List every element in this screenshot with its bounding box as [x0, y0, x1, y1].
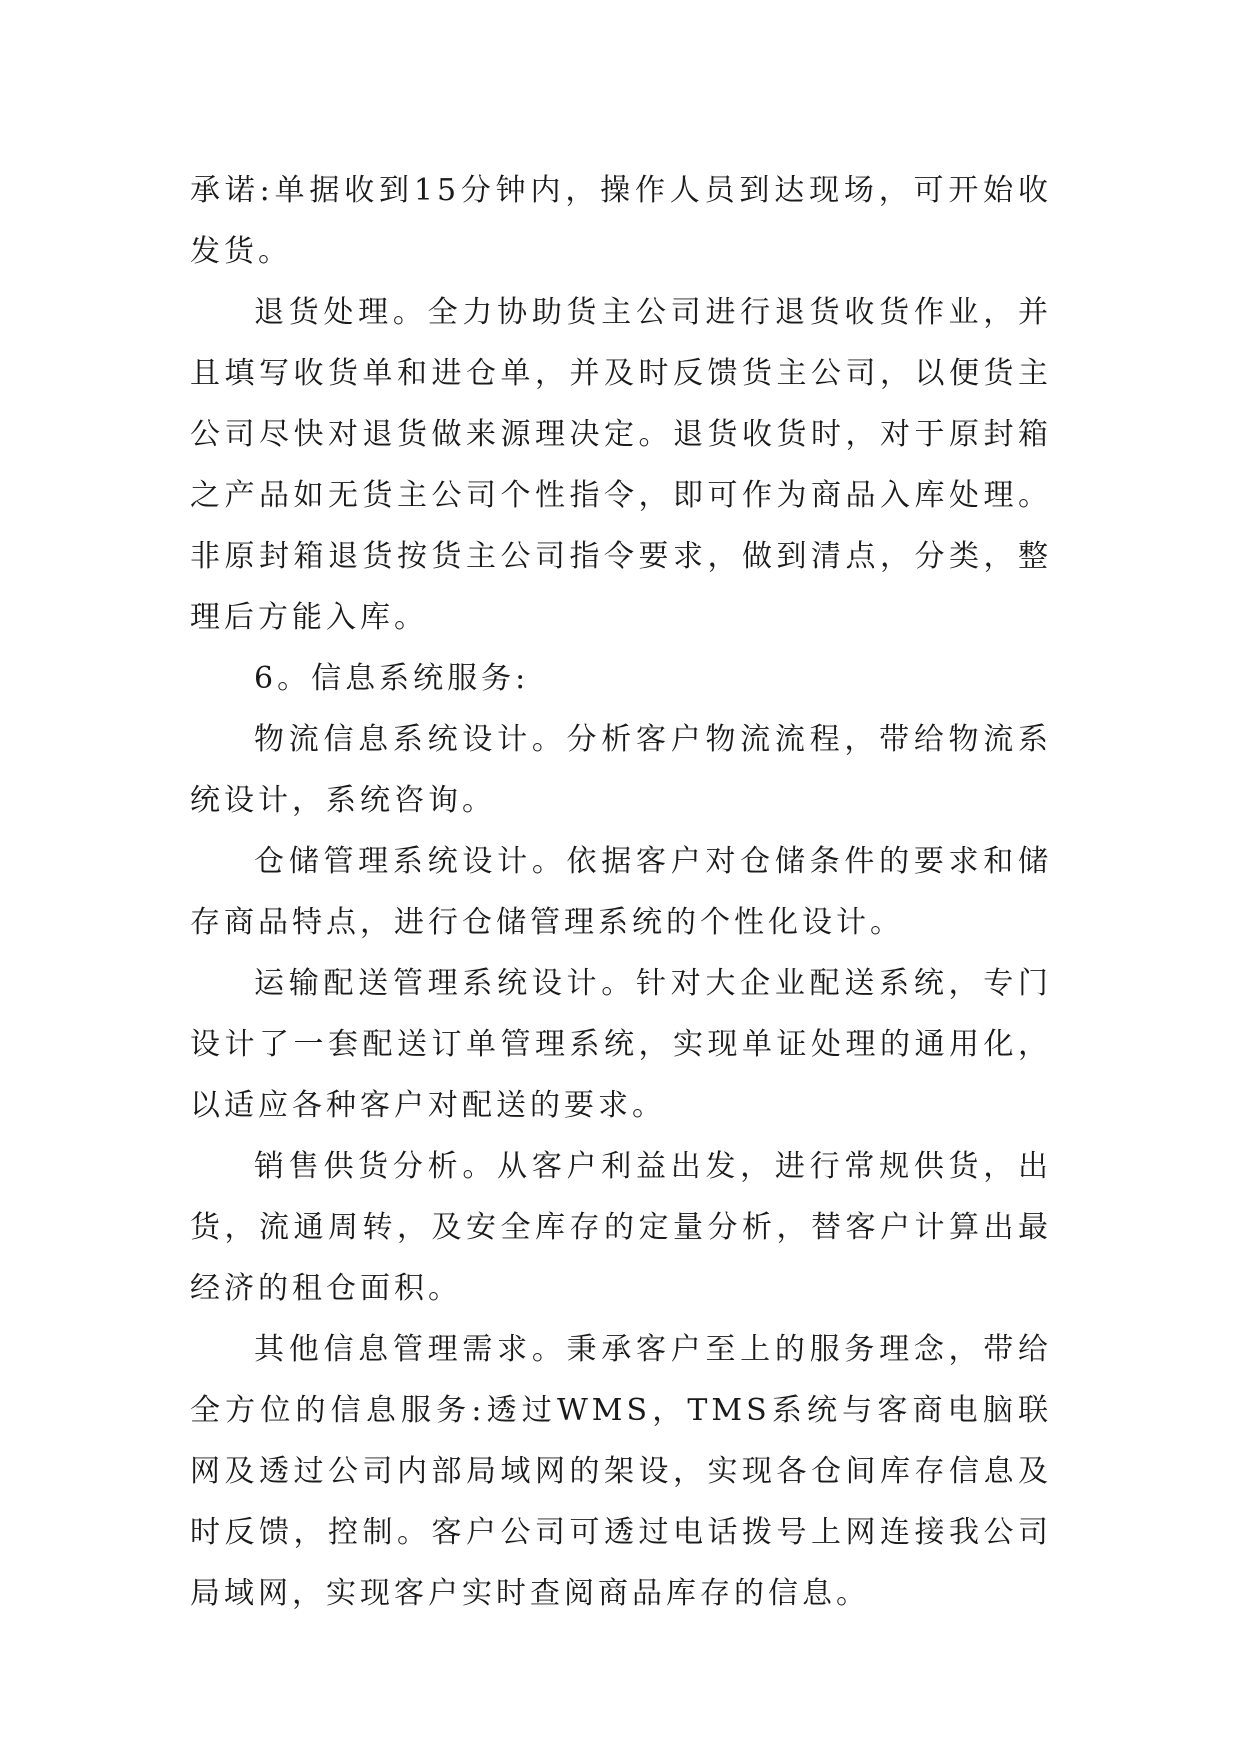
paragraph-sales-supply-analysis: 销售供货分析。从客户利益出发，进行常规供货，出货，流通周转，及安全库存的定量分析，替客户计算出最经济的租仓面积。: [190, 1149, 1052, 1306]
paragraph-transport-system-design: 运输配送管理系统设计。针对大企业配送系统，专门设计了一套配送订单管理系统，实现单证处理的通用化，以适应各种客户对配送的要求。: [190, 966, 1052, 1123]
paragraph-commitment: 承诺:单据收到15分钟内，操作人员到达现场，可开始收发货。: [190, 173, 1052, 269]
paragraph-other-info-needs: 其他信息管理需求。秉承客户至上的服务理念，带给全方位的信息服务:透过WMS，TMS系统与客商电脑联网及透过公司内部局域网的架设，实现各仓间库存信息及时反馈，控制。客户公司可透过电话拨号上网连接我公司局域网，实现客户实时查阅商品库存的信息。: [190, 1332, 1052, 1611]
paragraph-warehouse-system-design: 仓储管理系统设计。依据客户对仓储条件的要求和储存商品特点，进行仓储管理系统的个性化设计。: [190, 844, 1052, 940]
section-heading-info-system: 6。信息系统服务:: [254, 661, 530, 696]
paragraph-logistics-info-design: 物流信息系统设计。分析客户物流流程，带给物流系统设计，系统咨询。: [190, 722, 1052, 818]
document-body: [190, 160, 1052, 1624]
paragraph-return-handling: 退货处理。全力协助货主公司进行退货收货作业，并且填写收货单和进仓单，并及时反馈货主公司，以便货主公司尽快对退货做来源理决定。退货收货时，对于原封箱之产品如无货主公司个性指令，即可作为商品入库处理。非原封箱退货按货主公司指令要求，做到清点，分类，整理后方能入库。: [190, 295, 1052, 635]
